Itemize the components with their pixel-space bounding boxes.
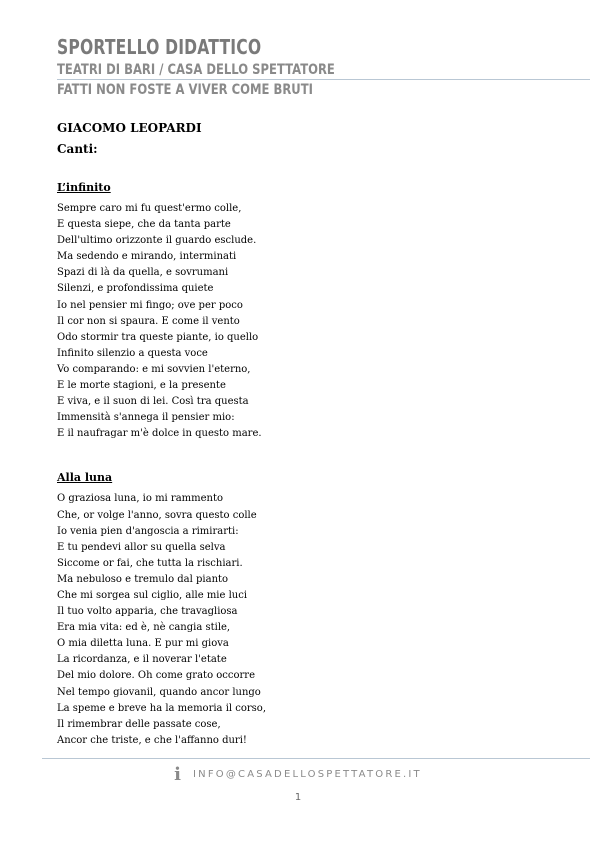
header-subtitle: TEATRI DI BARI / CASA DELLO SPETTATORE bbox=[57, 62, 335, 78]
header-tagline: FATTI NON FOSTE A VIVER COME BRUTI bbox=[57, 82, 313, 98]
poem-line: E viva, e il suon di lei. Così tra questa bbox=[57, 396, 249, 408]
poem-line: Il tuo volto apparia, che travagliosa bbox=[57, 606, 238, 618]
section-heading: Canti: bbox=[57, 142, 98, 156]
poem-line: Il rimembrar delle passate cose, bbox=[57, 718, 221, 730]
poem-title-alla-luna: Alla luna bbox=[57, 471, 113, 485]
poem-line: E questa siepe, che da tanta parte bbox=[57, 219, 231, 231]
header-title: SPORTELLO DIDATTICO bbox=[57, 35, 262, 59]
author-name: GIACOMO LEOPARDI bbox=[57, 121, 202, 135]
poem-line: Infinito silenzio a questa voce bbox=[57, 347, 208, 359]
header-divider bbox=[57, 79, 590, 80]
poem-infinito bbox=[57, 201, 537, 442]
poem-line: Vo comparando: e mi sovvien l'eterno, bbox=[57, 363, 251, 375]
poem-line: La ricordanza, e il noverar l'etate bbox=[57, 654, 227, 666]
poem-line: Del mio dolore. Oh come grato occorre bbox=[57, 670, 255, 682]
poem-line: Il cor non si spaura. E come il vento bbox=[57, 315, 240, 327]
poem-line: Ma nebuloso e tremulo dal pianto bbox=[57, 573, 229, 585]
poem-line: Io nel pensier mi fingo; ove per poco bbox=[57, 299, 243, 311]
poem-line: Siccome or fai, che tutta la rischiari. bbox=[57, 557, 243, 569]
poem-line: Che, or volge l'anno, sovra questo colle bbox=[57, 509, 257, 521]
poem-alla-luna bbox=[57, 491, 537, 749]
info-icon: i bbox=[174, 764, 181, 785]
poem-line: E tu pendevi allor su quella selva bbox=[57, 541, 226, 553]
poem-line: Odo stormir tra queste piante, io quello bbox=[57, 331, 259, 343]
page-header bbox=[57, 36, 590, 79]
poem-line: Io venia pien d'angoscia a rimirarti: bbox=[57, 525, 239, 537]
footer-divider bbox=[42, 758, 590, 759]
poem-line: Silenzi, e profondissima quiete bbox=[57, 283, 214, 295]
poem-line: O mia diletta luna. E pur mi giova bbox=[57, 638, 229, 650]
poem-line: Immensità s'annega il pensier mio: bbox=[57, 412, 235, 424]
poem-title-infinito: L’infinito bbox=[57, 181, 111, 194]
poem-line: Spazi di là da quella, e sovrumani bbox=[57, 267, 229, 279]
poem-line: Nel tempo giovanil, quando ancor lungo bbox=[57, 686, 261, 698]
poem-line: Sempre caro mi fu quest'ermo colle, bbox=[57, 203, 242, 214]
poem-line: E le morte stagioni, e la presente bbox=[57, 380, 226, 392]
page-number: 1 bbox=[294, 792, 302, 803]
poem-line: E il naufragar m'è dolce in questo mare. bbox=[57, 428, 262, 440]
poem-line: La speme e breve ha la memoria il corso, bbox=[57, 702, 267, 714]
poem-line: Era mia vita: ed è, nè cangia stile, bbox=[57, 622, 231, 634]
poem-line: Dell'ultimo orizzonte il guardo esclude. bbox=[57, 235, 257, 247]
poem-line: Che mi sorgea sul ciglio, alle mie luci bbox=[57, 589, 248, 601]
poem-line: O graziosa luna, io mi rammento bbox=[57, 493, 224, 505]
poem-line: Ancor che triste, e che l'affanno duri! bbox=[57, 734, 247, 746]
page-footer bbox=[0, 764, 596, 785]
contact-email: INFO@CASADELLOSPETTATORE.IT bbox=[193, 769, 422, 780]
document-body bbox=[57, 121, 537, 749]
poem-line: Ma sedendo e mirando, interminati bbox=[57, 251, 237, 263]
